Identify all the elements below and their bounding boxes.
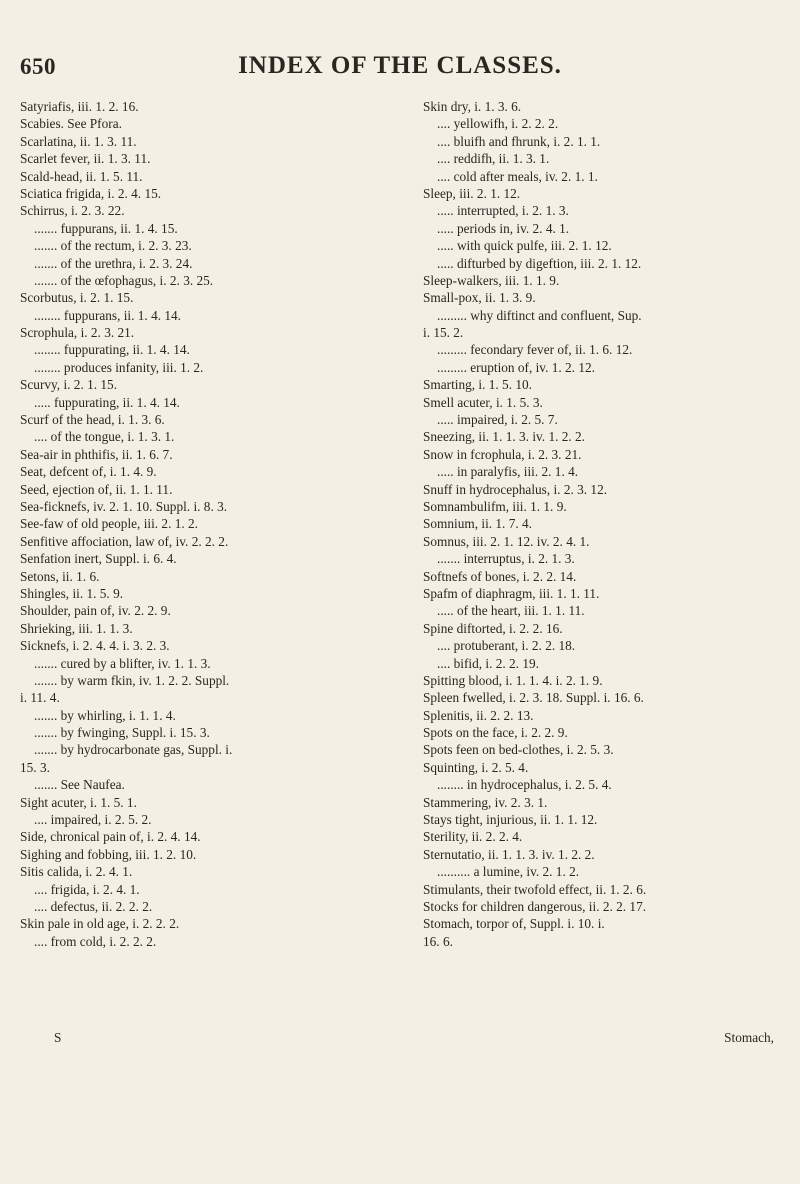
index-entry: 16. 6.: [423, 933, 453, 949]
index-entry: 15. 3.: [20, 759, 50, 775]
index-entry: ..... of the heart, iii. 1. 1. 11.: [437, 603, 585, 619]
index-entry: Stays tight, injurious, ii. 1. 1. 12.: [423, 812, 598, 828]
index-entry: Smarting, i. 1. 5. 10.: [423, 377, 532, 393]
index-entry: Sea-air in phthifis, ii. 1. 6. 7.: [20, 446, 173, 462]
index-entry: Scald-head, ii. 1. 5. 11.: [20, 168, 143, 184]
index-entry: ....... cured by a blifter, iv. 1. 1. 3.: [34, 655, 211, 671]
index-entry: Stimulants, their twofold effect, ii. 1. 2. 6.: [423, 881, 647, 897]
index-entry: Sneezing, ii. 1. 1. 3. iv. 1. 2. 2.: [423, 429, 586, 445]
index-entry: Sight acuter, i. 1. 5. 1.: [20, 794, 137, 810]
index-entry: ....... See Naufea.: [34, 777, 125, 793]
index-entry: ..... with quick pulfe, iii. 2. 1. 12.: [437, 238, 612, 254]
index-entry: .... protuberant, i. 2. 2. 18.: [437, 638, 576, 654]
index-entry: Schirrus, i. 2. 3. 22.: [20, 203, 125, 219]
index-entry: ..... periods in, iv. 2. 4. 1.: [437, 220, 570, 236]
index-entry: Seed, ejection of, ii. 1. 1. 11.: [20, 481, 173, 497]
index-entry: Senfitive affociation, law of, iv. 2. 2. 2.: [20, 533, 229, 549]
index-entry: Scarlet fever, ii. 1. 3. 11.: [20, 151, 151, 167]
index-entry: ....... by fwinging, Suppl. i. 15. 3.: [34, 725, 210, 741]
index-entry: ..... interrupted, i. 2. 1. 3.: [437, 203, 569, 219]
index-entry: Softnefs of bones, i. 2. 2. 14.: [423, 568, 577, 584]
index-entry: Snuff in hydrocephalus, i. 2. 3. 12.: [423, 481, 608, 497]
index-entry: Sterility, ii. 2. 2. 4.: [423, 829, 523, 845]
index-entry: Scurvy, i. 2. 1. 15.: [20, 377, 118, 393]
running-head: INDEX OF THE CLASSES.: [238, 52, 562, 79]
index-entry: ........ fuppurans, ii. 1. 4. 14.: [34, 307, 181, 323]
index-entry: Somnus, iii. 2. 1. 12. iv. 2. 4. 1.: [423, 533, 590, 549]
index-entry: ....... by hydrocarbonate gas, Suppl. i.: [34, 742, 233, 758]
index-entry: Scrophula, i. 2. 3. 21.: [20, 325, 135, 341]
index-entry: Shrieking, iii. 1. 1. 3.: [20, 620, 133, 636]
index-entry: Sternutatio, ii. 1. 1. 3. iv. 1. 2. 2.: [423, 846, 595, 862]
index-column-left: [20, 98, 378, 950]
page-header: [20, 52, 780, 88]
index-entry: .... from cold, i. 2. 2. 2.: [34, 933, 157, 949]
index-entry: Snow in fcrophula, i. 2. 3. 21.: [423, 446, 582, 462]
index-entry: Sitis calida, i. 2. 4. 1.: [20, 864, 133, 880]
index-entry: See-faw of old people, iii. 2. 1. 2.: [20, 516, 198, 532]
index-entry: ......... fecondary fever of, ii. 1. 6. 12.: [437, 342, 633, 358]
index-entry: Spafm of diaphragm, iii. 1. 1. 11.: [423, 585, 600, 601]
index-entry: .... defectus, ii. 2. 2. 2.: [34, 898, 153, 914]
index-entry: Scurf of the head, i. 1. 3. 6.: [20, 412, 165, 428]
index-entry: Somnambulifm, iii. 1. 1. 9.: [423, 498, 567, 514]
index-entry: .... bluifh and fhrunk, i. 2. 1. 1.: [437, 133, 601, 149]
index-entry: Shoulder, pain of, iv. 2. 2. 9.: [20, 603, 171, 619]
index-entry: .... impaired, i. 2. 5. 2.: [34, 812, 152, 828]
index-entry: .......... a lumine, iv. 2. 1. 2.: [437, 864, 580, 880]
index-entry: ....... by warm fkin, iv. 1. 2. 2. Suppl.: [34, 672, 230, 688]
index-entry: Squinting, i. 2. 5. 4.: [423, 759, 529, 775]
index-entry: Sleep, iii. 2. 1. 12.: [423, 185, 521, 201]
index-entry: Skin pale in old age, i. 2. 2. 2.: [20, 916, 180, 932]
index-entry: Sleep-walkers, iii. 1. 1. 9.: [423, 272, 560, 288]
index-entry: ..... difturbed by digeftion, iii. 2. 1. 12.: [437, 255, 642, 271]
index-entry: Somnium, ii. 1. 7. 4.: [423, 516, 532, 532]
index-entry: .... frigida, i. 2. 4. 1.: [34, 881, 140, 897]
index-entry: ..... fuppurating, ii. 1. 4. 14.: [34, 394, 180, 410]
index-entry: ..... impaired, i. 2. 5. 7.: [437, 412, 558, 428]
index-entry: Sciatica frigida, i. 2. 4. 15.: [20, 185, 162, 201]
index-entry: ......... eruption of, iv. 1. 2. 12.: [437, 359, 595, 375]
index-entry: ........ in hydrocephalus, i. 2. 5. 4.: [437, 777, 612, 793]
index-entry: .... bifid, i. 2. 2. 19.: [437, 655, 539, 671]
index-entry: Smell acuter, i. 1. 5. 3.: [423, 394, 543, 410]
index-entry: ....... of the urethra, i. 2. 3. 24.: [34, 255, 193, 271]
signature-mark: S: [54, 1030, 62, 1045]
index-entry: Spitting blood, i. 1. 1. 4. i. 2. 1. 9.: [423, 672, 603, 688]
index-entry: ........ produces infanity, iii. 1. 2.: [34, 359, 204, 375]
index-entry: Skin dry, i. 1. 3. 6.: [423, 99, 522, 114]
index-entry: Stammering, iv. 2. 3. 1.: [423, 794, 548, 810]
index-entry: Senfation inert, Suppl. i. 6. 4.: [20, 551, 177, 567]
index-entry: Side, chronical pain of, i. 2. 4. 14.: [20, 829, 201, 845]
index-entry: i. 15. 2.: [423, 325, 464, 341]
index-entry: Spine diftorted, i. 2. 2. 16.: [423, 620, 563, 636]
index-column-right: [423, 98, 785, 950]
index-entry: i. 11. 4.: [20, 690, 60, 706]
index-entry: .... reddifh, ii. 1. 3. 1.: [437, 151, 550, 167]
index-entry: Splenitis, ii. 2. 2. 13.: [423, 707, 534, 723]
index-entry: Scabies. See Pfora.: [20, 116, 122, 132]
index-entry: Sicknefs, i. 2. 4. 4. i. 3. 2. 3.: [20, 638, 170, 654]
index-entry: Sighing and fobbing, iii. 1. 2. 10.: [20, 846, 197, 862]
index-entry: ....... by whirling, i. 1. 1. 4.: [34, 707, 176, 723]
index-entry: .... yellowifh, i. 2. 2. 2.: [437, 116, 559, 132]
index-entry: ....... of the œfophagus, i. 2. 3. 25.: [34, 272, 214, 288]
index-entry: Stomach, torpor of, Suppl. i. 10. i.: [423, 916, 605, 932]
catchword: Stomach,: [724, 1030, 774, 1045]
index-entry: ....... fuppurans, ii. 1. 4. 15.: [34, 220, 178, 236]
index-entry: .... of the tongue, i. 1. 3. 1.: [34, 429, 175, 445]
index-entry: .... cold after meals, iv. 2. 1. 1.: [437, 168, 598, 184]
page-number: 650: [20, 54, 56, 79]
index-entry: ....... interruptus, i. 2. 1. 3.: [437, 551, 575, 567]
index-entry: ....... of the rectum, i. 2. 3. 23.: [34, 238, 192, 254]
index-entry: Setons, ii. 1. 6.: [20, 568, 100, 584]
index-entry: ..... in paralyfis, iii. 2. 1. 4.: [437, 464, 579, 480]
index-entry: Seat, defcent of, i. 1. 4. 9.: [20, 464, 157, 480]
index-entry: ......... why diftinct and confluent, Sup.: [437, 307, 642, 323]
index-entry: Spots feen on bed-clothes, i. 2. 5. 3.: [423, 742, 614, 758]
index-entry: ........ fuppurating, ii. 1. 4. 14.: [34, 342, 190, 358]
index-entry: Scorbutus, i. 2. 1. 15.: [20, 290, 134, 306]
index-entry: Spleen fwelled, i. 2. 3. 18. Suppl. i. 16. 6.: [423, 690, 644, 706]
index-entry: Scarlatina, ii. 1. 3. 11.: [20, 133, 137, 149]
index-entry: Satyriafis, iii. 1. 2. 16.: [20, 99, 139, 114]
index-entry: Spots on the face, i. 2. 2. 9.: [423, 725, 568, 741]
index-entry: Stocks for children dangerous, ii. 2. 2. 17.: [423, 898, 647, 914]
index-entry: Shingles, ii. 1. 5. 9.: [20, 585, 124, 601]
index-entry: Small-pox, ii. 1. 3. 9.: [423, 290, 536, 306]
index-entry: Sea-ficknefs, iv. 2. 1. 10. Suppl. i. 8. 3.: [20, 498, 228, 514]
